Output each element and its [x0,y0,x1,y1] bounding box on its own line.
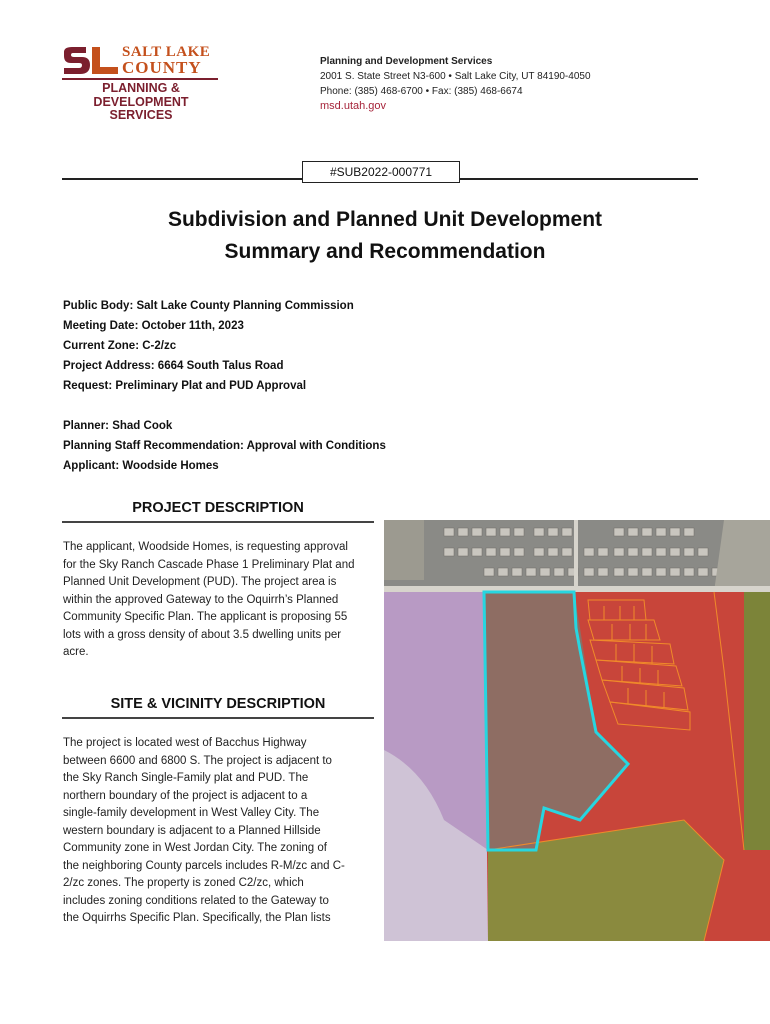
contact-phone: Phone: (385) 468-6700 • Fax: (385) 468-6674 [320,86,523,97]
paragraph-line: 2/zc zones. The property is zoned C2/zc, which [63,877,304,889]
paragraph-line: single-family development in West Valley City. The [63,807,320,819]
paragraph-line: acre. [63,646,89,658]
contact-address: 2001 S. State Street N3-600 • Salt Lake City, UT 84190-4050 [320,71,591,82]
title-line-2: Summary and Recommendation [224,240,546,263]
project-description-text [63,539,375,662]
case-bar-left-rule [62,178,302,180]
paragraph-line: northern boundary of the project is adjacent to a [63,789,308,802]
logo-salt-lake-text: SALT LAKE [122,44,211,60]
contact-heading: Planning and Development Services [320,56,493,67]
info-applicant: Applicant: Woodside Homes [63,460,219,472]
paragraph-line: lots with a gross density of about 3.5 dwelling units per [63,628,342,641]
paragraph-line: the Sky Ranch Single-Family plat and PUD. The [63,772,309,784]
site-description-text [63,735,375,928]
logo-dept-line: DEVELOPMENT [93,94,189,109]
green-strip [744,592,770,850]
contact-block [320,54,591,114]
paragraph-line: between 6600 and 6800 S. The project is adjacent to [63,754,332,767]
section-rule [62,521,374,523]
logo-department-text [76,82,206,123]
open-lot [384,520,424,580]
website-link[interactable]: msd.utah.gov [320,100,387,112]
staff-info [63,416,386,476]
paragraph-line: the neighboring County parcels includes R-M/zc and C- [63,859,345,872]
info-planner: Planner: Shad Cook [63,420,173,432]
case-number: #SUB2022-000771 [302,161,460,183]
road [574,520,578,592]
paragraph-line: Community zone in West Jordan City. The zoning of [63,842,327,854]
paragraph-line: western boundary is adjacent to a Planned Hillside [63,824,321,837]
case-bar-right-rule [460,178,698,180]
title-line-1: Subdivision and Planned Unit Development [167,208,603,231]
project-description-heading: PROJECT DESCRIPTION [132,500,304,516]
paragraph-line: includes zoning conditions related to the Gateway to [63,894,329,907]
info-public-body: Public Body: Salt Lake County Planning Commission [63,300,354,312]
site-description-heading: SITE & VICINITY DESCRIPTION [110,696,326,712]
sl-logo-mark-icon [62,46,120,76]
logo-rule [62,78,218,80]
paragraph-line: The applicant, Woodside Homes, is requesting approval [63,541,348,553]
paragraph-line: Community Specific Plan. The applicant is proposing 55 [63,611,348,623]
vicinity-map [384,520,770,941]
logo-county-text: COUNTY [122,58,202,77]
logo-dept-line: SERVICES [109,108,173,122]
paragraph-line: within the approved Gateway to the Oquirrh’s Planned [63,593,339,606]
info-meeting-date: Meeting Date: October 11th, 2023 [63,320,244,332]
paragraph-line: Planned Unit Development (PUD). The project area is [63,576,337,588]
info-current-zone: Current Zone: C-2/zc [63,340,177,352]
paragraph-line: for the Sky Ranch Cascade Phase 1 Preliminary Plat and [63,558,355,571]
meeting-info [63,296,354,396]
info-project-address: Project Address: 6664 South Talus Road [63,360,284,372]
logo-dept-line: PLANNING & [102,81,180,95]
info-recommendation: Planning Staff Recommendation: Approval with Conditions [63,440,386,452]
paragraph-line: The project is located west of Bacchus Highway [63,737,307,749]
section-rule [62,717,374,719]
county-logo [62,44,222,126]
document-title [0,204,770,268]
info-request: Request: Preliminary Plat and PUD Approval [63,380,307,392]
paragraph-line: the Oquirrhs Specific Plan. Specifically, the Plan lists [63,912,331,924]
